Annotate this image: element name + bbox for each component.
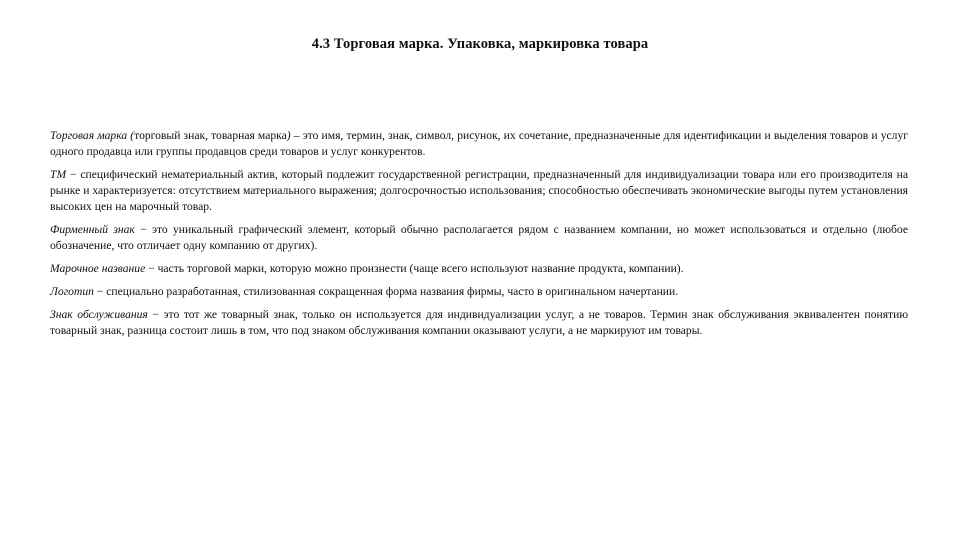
definition-service-mark: − это тот же товарный знак, только он используется для индивидуализации услуг, а не товаров. Термин знак обслуживания эквивалентен понятию товарный знак, разница состоит лишь в том, что под знаком обслуживания компании оказывают услуги, а не маркируют им товары.: [50, 308, 908, 337]
term-tm: ТМ: [50, 168, 67, 181]
paragraph-service-mark: [50, 307, 908, 339]
definition-brand-name: − часть торговой марки, которую можно произнести (чаще всего используют название продукта, компании).: [145, 262, 684, 275]
definition-brand-sign: − это уникальный графический элемент, который обычно располагается рядом с названием компании, но может использоваться и отдельно (любое обозначение, что отличает одну компанию от других).: [50, 223, 908, 252]
term-trademark-close: ): [286, 129, 291, 142]
paragraph-trademark: [50, 128, 908, 160]
slide-body: [50, 128, 908, 346]
term-logo: Логотип: [50, 285, 94, 298]
term-brand-name: Марочное название: [50, 262, 146, 275]
trademark-synonyms: торговый знак, товарная марка: [134, 129, 287, 142]
paragraph-logo: [50, 284, 908, 300]
paragraph-tm: [50, 167, 908, 215]
term-trademark: Торговая марка (: [50, 129, 135, 142]
definition-tm: − специфический нематериальный актив, который подлежит государственной регистрации, предназначенный для индивидуализации товара или его производителя на рынке и характеризуется: отсутствием материального выражения; долгосрочностью использования; способностью обеспечивать экономические выгоды путем установления высоких цен на марочный товар.: [50, 168, 908, 213]
definition-logo: − специально разработанная, стилизованная сокращенная форма названия фирмы, часто в оригинальном начертании.: [93, 285, 679, 298]
definition-trademark: – это имя, термин, знак, символ, рисунок, их сочетание, предназначенные для идентификации и выделения товаров и услуг одного продавца или группы продавцов среди товаров и услуг конкурентов.: [50, 129, 908, 158]
term-brand-sign: Фирменный знак: [50, 223, 135, 236]
term-service-mark: Знак обслуживания: [50, 308, 148, 321]
paragraph-brand-name: [50, 261, 908, 277]
paragraph-brand-sign: [50, 222, 908, 254]
slide-title: 4.3 Торговая марка. Упаковка, маркировка товара: [311, 36, 649, 52]
